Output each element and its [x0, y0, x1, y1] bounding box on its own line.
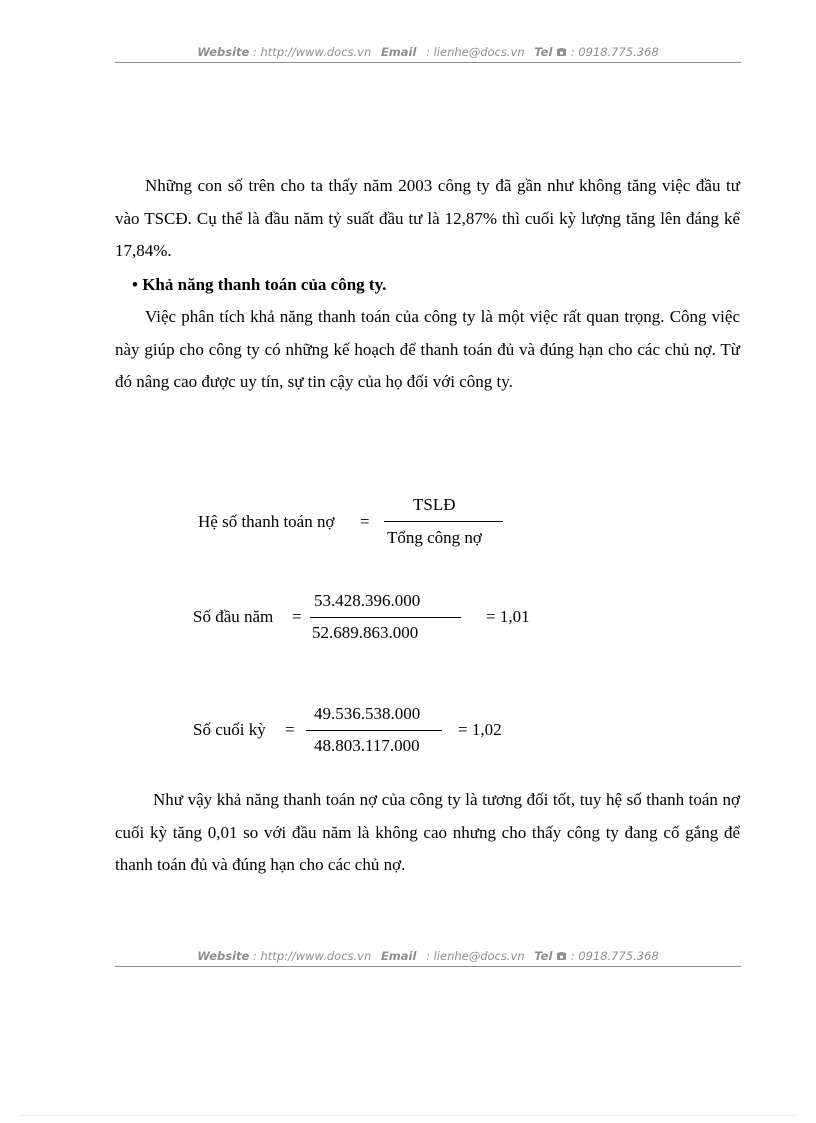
header-tel-label: Tel [534, 45, 553, 59]
phone-icon [556, 45, 571, 59]
paragraph-liquidity-intro: Việc phân tích khả năng thanh toán của công ty là một việc rất quan trọng. Công việc này giúp cho công ty có những kế hoạch để thanh toán đủ và đúng hạn cho các chủ nợ. Từ đó nâng cao được uy tín, sự tin cậy của họ đối với công ty. [115, 307, 740, 391]
formula-fraction-line [384, 521, 503, 522]
footer-tel-value: : 0918.775.368 [570, 949, 659, 963]
calc-start-equals: = [292, 607, 302, 626]
calc-end-result: = 1,02 [458, 720, 502, 739]
formula-label: Hệ số thanh toán nợ [198, 512, 335, 531]
calc-end-denominator: 48.803.117.000 [314, 736, 420, 755]
page-footer [115, 949, 741, 967]
header-email-label: Email [380, 45, 417, 59]
footer-email-link[interactable]: : lienhe@docs.vn [426, 949, 525, 963]
calc-end-numerator: 49.536.538.000 [314, 704, 421, 723]
footer-email-label: Email [380, 949, 417, 963]
calc-start-fraction-line [310, 617, 461, 618]
header-tel-value: : 0918.775.368 [570, 45, 659, 59]
header-website-link[interactable]: : http://www.docs.vn [252, 45, 372, 59]
footer-website-link[interactable]: : http://www.docs.vn [252, 949, 372, 963]
calc-start-label: Số đầu năm [193, 607, 274, 626]
calc-start-numerator: 53.428.396.000 [314, 591, 421, 610]
header-website-label: Website [197, 45, 250, 59]
page-header [115, 45, 741, 63]
header-email-link[interactable]: : lienhe@docs.vn [426, 45, 525, 59]
page-bottom-divider [20, 1115, 796, 1116]
calc-start-result: = 1,01 [486, 607, 530, 626]
phone-icon [556, 949, 571, 963]
calc-end-label: Số cuối kỳ [193, 720, 266, 739]
formula-denominator: Tổng công nợ [387, 528, 482, 547]
section-heading: • Khả năng thanh toán của công ty. [132, 275, 387, 294]
paragraph-conclusion [115, 784, 740, 882]
formula-numerator: TSLĐ [413, 495, 456, 514]
paragraph-conclusion-text: Như vậy khả năng thanh toán nợ của công ty là tương đối tốt, tuy hệ số thanh toán nợ cuối kỳ tăng 0,01 so với đầu năm là không cao nhưng cho thấy công ty đang cố gắng để thanh toán đủ và đúng hạn cho các chủ nợ. [115, 790, 740, 874]
calc-end-fraction-line [306, 730, 442, 731]
footer-tel-label: Tel [534, 949, 553, 963]
calc-start-denominator: 52.689.863.000 [312, 623, 419, 642]
footer-website-label: Website [197, 949, 250, 963]
paragraph-investment: Những con số trên cho ta thấy năm 2003 công ty đã gần như không tăng việc đầu tư vào TSCĐ. Cụ thể là đầu năm tỷ suất đầu tư là 12,87% thì cuối kỳ lượng tăng lên đáng kể 17,84%. [115, 176, 740, 260]
formula-equals: = [360, 512, 370, 531]
calc-end-equals: = [285, 720, 295, 739]
